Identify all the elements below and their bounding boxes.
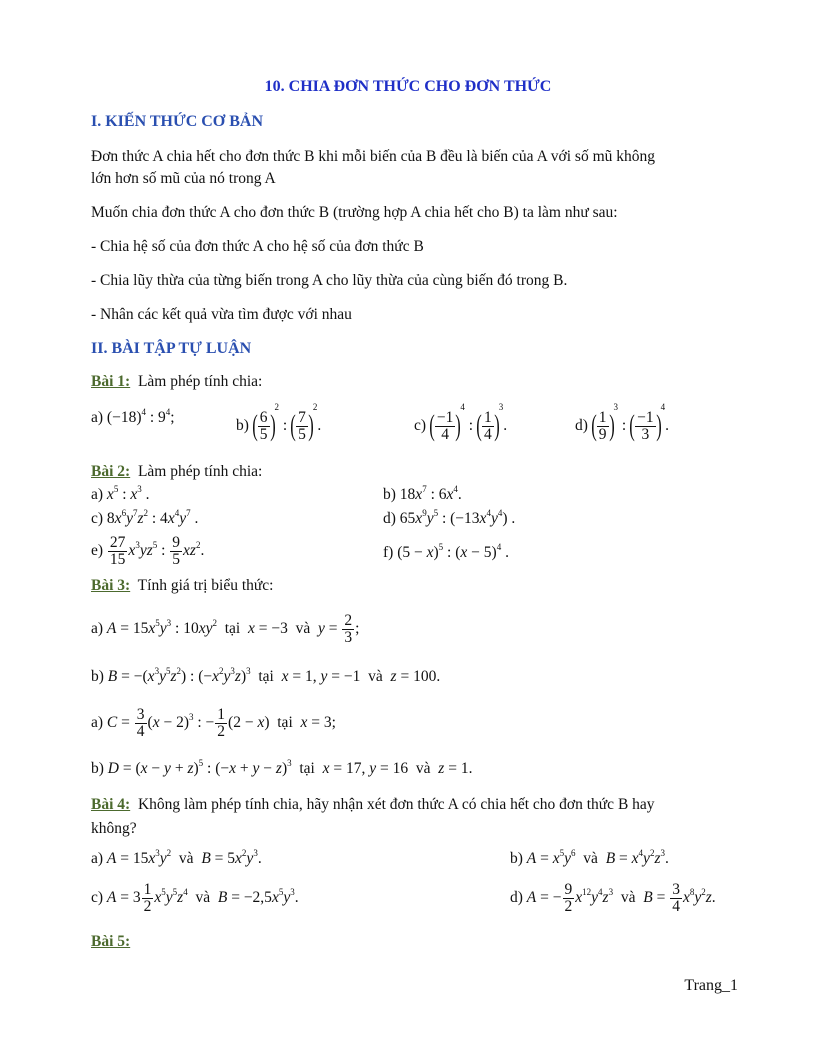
exercise-1b: b) ( $\frac{6}{5}$ )$^2$ : ( $\frac{7}{5}$ )$^2$.	[236, 402, 322, 443]
exercise-4-prompt-line2: không?	[91, 820, 137, 837]
exercise-2-prompt: Làm phép tính chia:	[137, 463, 263, 480]
exercise-2e: e) $\frac{27}{15}$ $x^3yz^5$ : $\frac{9}{5}$ $xz^2$.	[91, 534, 205, 568]
exercise-3-label: Bài 3:	[91, 577, 131, 594]
exercise-3-header	[91, 577, 274, 595]
exercise-1-header	[91, 373, 262, 391]
exercise-1c: c) ( $\frac{-1}{4}$ )$^4$ : ( $\frac{1}{4}$ )$^3$.	[414, 402, 508, 443]
exercise-2c: c) $8x^6y^7z^2$ : $4x^4y^7$ .	[91, 508, 199, 527]
exercise-3d: b) $D = (x - y + z)^5$ : $(-x + y - z)^3$ tại x = 17, y = 16 và z = 1.	[91, 758, 473, 777]
step-2: - Chia lũy thừa của từng biến trong A cho lũy thừa của cùng biến đó trong B.	[91, 272, 568, 289]
page-number: Trang_1	[684, 977, 738, 994]
exercise-3c: a) C = $\frac{3}{4}$ $(x - 2)^3$ : − $\frac{1}{2}$ (2 − x) tại x = 3;	[91, 706, 336, 740]
paragraph-definition-line1: Đơn thức A chia hết cho đơn thức B khi mỗi biến của B đều là biến của A với số mũ không	[91, 148, 656, 165]
exercise-5-header	[91, 933, 130, 951]
paragraph-method: Muốn chia đơn thức A cho đơn thức B (trường hợp A chia hết cho B) ta làm như sau:	[91, 204, 618, 221]
exercise-2f: f) $(5 - x)^5$ : $(x - 5)^4$ .	[383, 542, 509, 561]
exercise-4a: a) $A = 15x^3y^2$ và $B = 5x^2y^3$.	[91, 848, 262, 867]
exercise-3b: b) $B = -(x^3y^5z^2)$ : $(-x^2y^3z)^3$ tại x = 1, y = −1 và z = 100.	[91, 666, 441, 685]
exercise-4-header	[91, 796, 655, 814]
exercise-1-prompt: Làm phép tính chia:	[137, 373, 263, 390]
exercise-3-prompt: Tính giá trị biểu thức:	[137, 577, 274, 594]
exercise-4-label: Bài 4:	[91, 796, 131, 813]
exercise-3a: a) $A = 15x^5y^3$ : $10xy^2$ tại x = −3 và y = $\frac{2}{3}$ ;	[91, 612, 360, 646]
exercise-4c: c) A = 3 $\frac{1}{2}$ $x^5y^5z^4$ và $B = -2,5x^5y^3$.	[91, 881, 299, 915]
paragraph-definition-line2: lớn hơn số mũ của nó trong A	[91, 170, 276, 187]
exercise-5-label: Bài 5:	[91, 933, 131, 950]
page-title: 10. CHIA ĐƠN THỨC CHO ĐƠN THỨC	[264, 78, 552, 95]
exercise-2a: a) $x^5$ : $x^3$ .	[91, 484, 150, 503]
exercise-2-header	[91, 463, 262, 481]
step-3: - Nhân các kết quả vừa tìm được với nhau	[91, 306, 352, 323]
exercise-1a: a) $(-18)^4$ : $9^4$;	[91, 407, 175, 426]
exercise-4d: d) A = − $\frac{9}{2}$ $x^{12}y^4z^3$ và B = $\frac{3}{4}$ $x^8y^2z$.	[510, 881, 716, 915]
exercise-1d: d) ( $\frac{1}{9}$ )$^3$ : ( $\frac{-1}{3}$ )$^4$.	[575, 402, 669, 443]
section-heading-basics: I. KIẾN THỨC CƠ BẢN	[91, 113, 264, 130]
exercise-2d: d) $65x^9y^5$ : $(-13x^4y^4)$ .	[383, 508, 516, 527]
section-heading-exercises: II. BÀI TẬP TỰ LUẬN	[91, 340, 252, 357]
step-1: - Chia hệ số của đơn thức A cho hệ số của đơn thức B	[91, 238, 424, 255]
exercise-2b: b) $18x^7$ : $6x^4$.	[383, 484, 462, 503]
exercise-1-label: Bài 1:	[91, 373, 131, 390]
exercise-4b: b) $A = x^5y^6$ và $B = x^4y^2z^3$.	[510, 848, 669, 867]
exercise-2-label: Bài 2:	[91, 463, 131, 480]
exercise-4-prompt-line1: Không làm phép tính chia, hãy nhận xét đơn thức A có chia hết cho đơn thức B hay	[137, 796, 655, 813]
